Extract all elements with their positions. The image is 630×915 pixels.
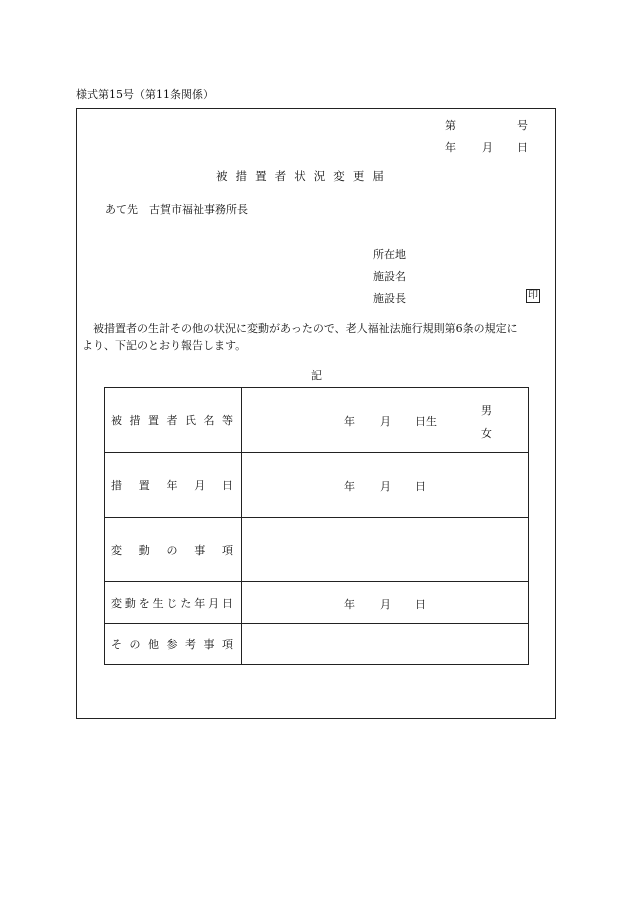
record-table <box>104 387 529 665</box>
change-year: 年 <box>344 598 355 611</box>
table-row <box>105 388 529 453</box>
seal-mark: 印 <box>528 290 538 301</box>
doc-no-dai: 第 <box>445 119 456 132</box>
row-value-other-notes[interactable] <box>242 624 529 665</box>
row-label-other-notes: その他参考事項 <box>105 624 242 665</box>
row-label-change-date: 変動を生じた年月日 <box>105 582 242 624</box>
row-value-change-item[interactable] <box>242 518 529 582</box>
body-text-line1: 被措置者の生計その他の状況に変動があったので、老人福祉法施行規則第6条の規定に <box>93 322 518 335</box>
date-month: 月 <box>482 141 493 154</box>
change-day: 日 <box>415 598 426 611</box>
row-label-name: 被措置者氏名等 <box>105 388 242 453</box>
document-title: 被措置者状況変更届 <box>216 169 392 183</box>
measure-month: 月 <box>380 480 391 493</box>
row-label-change-item: 変動の事項 <box>105 518 242 582</box>
doc-no-go: 号 <box>517 119 528 132</box>
body-text-line2: より、下記のとおり報告します。 <box>82 339 247 352</box>
birth-month: 月 <box>380 415 391 428</box>
row-value-change-date[interactable] <box>242 582 529 624</box>
facility-label: 施設名 <box>373 270 406 283</box>
ki-heading: 記 <box>311 369 322 382</box>
location-label: 所在地 <box>373 248 406 261</box>
form-number: 様式第15号（第11条関係） <box>76 88 214 101</box>
change-month: 月 <box>380 598 391 611</box>
table-row <box>105 624 529 665</box>
table-row <box>105 453 529 518</box>
table-row <box>105 518 529 582</box>
sex-female[interactable]: 女 <box>481 427 492 440</box>
addressee: あて先 古賀市福祉事務所長 <box>105 203 248 216</box>
measure-year: 年 <box>344 480 355 493</box>
row-label-measure-date: 措置年月日 <box>105 453 242 518</box>
measure-day: 日 <box>415 480 426 493</box>
table-row <box>105 582 529 624</box>
birth-year: 年 <box>344 415 355 428</box>
row-value-measure-date[interactable] <box>242 453 529 518</box>
date-day: 日 <box>517 141 528 154</box>
row-value-name[interactable] <box>242 388 529 453</box>
sex-male[interactable]: 男 <box>481 404 492 417</box>
director-label: 施設長 <box>373 292 406 305</box>
date-year: 年 <box>445 141 456 154</box>
birth-day: 日生 <box>415 415 437 428</box>
